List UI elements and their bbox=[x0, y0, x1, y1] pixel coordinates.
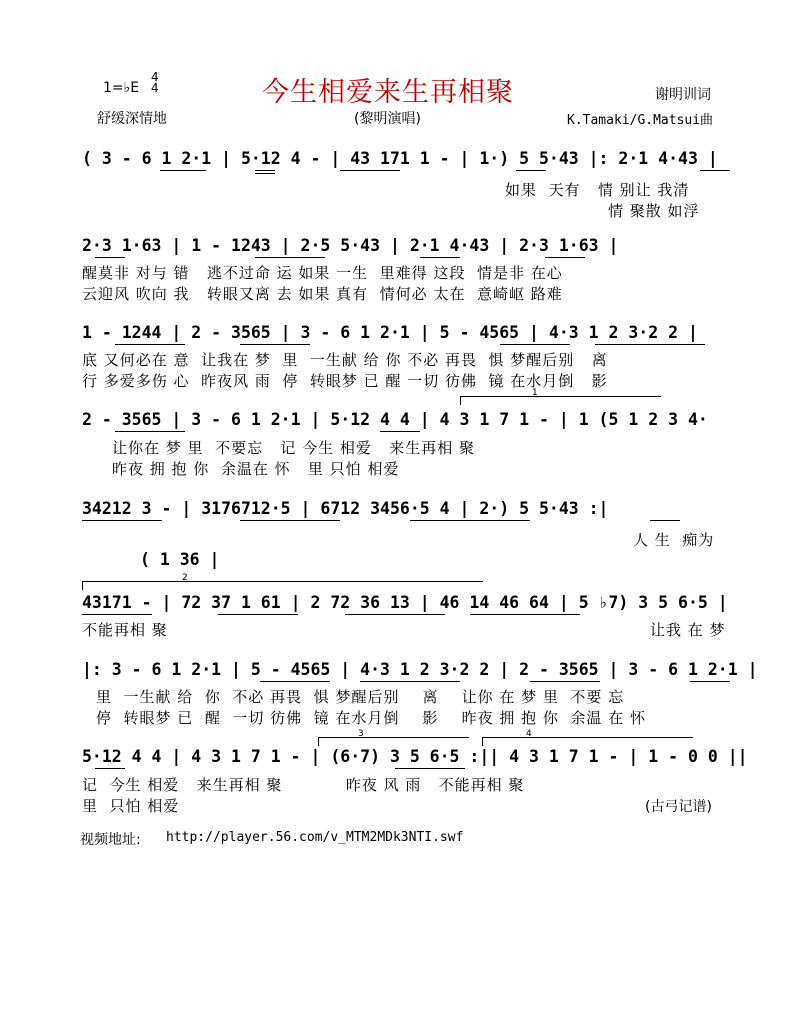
volta-bracket-4 bbox=[482, 737, 693, 746]
volta-number: 4 bbox=[526, 729, 532, 739]
transcriber-credit: (古弓记谱) bbox=[645, 799, 712, 815]
volta-number: 3 bbox=[358, 729, 364, 739]
notation-line: 43171 - | 72 37 1 61 | 2 72 36 13 | 46 14 46 64 | 5 ♭7) 3 5 6·5 | bbox=[82, 593, 728, 612]
key-signature: 1=♭E bbox=[103, 80, 140, 96]
alternate-notes: ( 1 36 | bbox=[140, 550, 220, 569]
lyrics-verse-2: 昨夜 拥 抱 你 余温在 怀 里 只怕 相爱 bbox=[112, 460, 400, 478]
lyrics-verse-2: 情 聚散 如浮 bbox=[608, 202, 700, 220]
lyrics-verse-1: 人 生 痴为 bbox=[633, 531, 715, 549]
lyrics-verse-1: 醒莫非 对与 错 逃不过命 运 如果 一生 里难得 这段 情是非 在心 bbox=[82, 264, 563, 282]
notation-line: 2·3 1·63 | 1 - 1243 | 2·5 5·43 | 2·1 4·43 | 2·3 1·63 | bbox=[82, 236, 619, 255]
lyrics-verse-1: 记 今生 相爱 来生再相 聚 昨夜 风 雨 不能再相 聚 bbox=[82, 776, 525, 794]
lyrics-verse-1: 让你在 梦 里 不要忘 记 今生 相爱 来生再相 聚 bbox=[112, 439, 475, 457]
lyrics-verse-1: 底 又何必在 意 让我在 梦 里 一生献 给 你 不必 再畏 惧 梦醒后别 离 bbox=[82, 351, 608, 369]
tempo-marking: 舒缓深情地 bbox=[97, 111, 167, 127]
notation-line: 34212 3 - | 3176712·5 | 6712 3456·5 4 | 2·) 5 5·43 :| bbox=[82, 499, 609, 518]
video-label: 视频地址: bbox=[80, 832, 141, 848]
lyricist-credit: 谢明训词 bbox=[655, 87, 711, 103]
composer-credit: K.Tamaki/G.Matsui曲 bbox=[567, 113, 714, 128]
volta-number: 2 bbox=[182, 573, 188, 583]
lyrics-verse-1: 里 一生献 给 你 不必 再畏 惧 梦醒后别 离 让你 在 梦 里 不要 忘 bbox=[96, 688, 625, 706]
notation-line: |: 3 - 6 1 2·1 | 5 - 4565 | 4·3 1 2 3·2 2 | 2 - 3565 | 3 - 6 1 2·1 | bbox=[82, 660, 758, 679]
notation-line: 1 - 1244 | 2 - 3565 | 3 - 6 1 2·1 | 5 - 4565 | 4·3 1 2 3·2 2 | bbox=[82, 323, 698, 342]
notation-line: 2 - 3565 | 3 - 6 1 2·1 | 5·12 4 4 | 4 3 1 7 1 - | 1 (5 1 2 3 4· bbox=[82, 410, 708, 429]
lyrics-verse-2: 停 转眼梦 已 醒 一切 彷佛 镜 在水月倒 影 昨夜 拥 抱 你 余温 在 怀 bbox=[96, 709, 646, 727]
song-title: 今生相爱来生再相聚 bbox=[262, 77, 514, 108]
time-sig-bottom: 4 bbox=[151, 81, 159, 95]
video-url-link[interactable]: http://player.56.com/v_MTM2MDk3NTI.swf bbox=[166, 830, 464, 845]
lyrics-verse-2: 云迎风 吹向 我 转眼又离 去 如果 真有 情何必 太在 意崎岖 路难 bbox=[82, 285, 563, 303]
volta-bracket-3 bbox=[318, 737, 469, 746]
notation-line: 5·12 4 4 | 4 3 1 7 1 - | (6·7) 3 5 6·5 :|| 4 3 1 7 1 - | 1 - 0 0 || bbox=[82, 747, 748, 766]
lyrics-verse-2: 里 只怕 相爱 bbox=[82, 797, 180, 815]
notation-line: ( 3 - 6 1 2·1 | 5·12 4 - | 43 171 1 - | 1·) 5 5·43 |: 2·1 4·43 | bbox=[82, 149, 718, 168]
lyrics-verse-1: 不能再相 聚 bbox=[82, 621, 168, 639]
volta-bracket-1 bbox=[460, 396, 661, 405]
time-signature bbox=[151, 72, 159, 94]
lyrics-verse-1: 如果 天有 情 别让 我清 bbox=[505, 181, 690, 199]
volta-bracket-2 bbox=[82, 581, 483, 590]
lyrics-verse-2: 让我 在 梦 bbox=[650, 621, 726, 639]
volta-number: 1 bbox=[532, 388, 538, 398]
time-sig-top: 4 bbox=[151, 70, 159, 84]
lyrics-verse-2: 行 多爱多伤 心 昨夜风 雨 停 转眼梦 已 醒 一切 彷佛 镜 在水月倒 影 bbox=[82, 372, 608, 390]
performer-credit: (黎明演唱) bbox=[354, 111, 421, 127]
